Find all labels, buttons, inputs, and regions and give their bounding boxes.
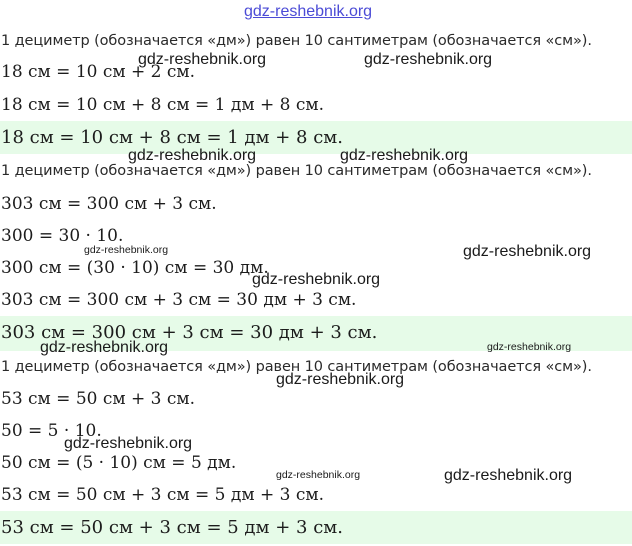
block-2-answer: 303 см = 300 см + 3 см = 30 дм + 3 см. (1, 322, 378, 343)
block-2-line-3: 300 см = (30 · 10) см = 30 дм. (1, 258, 269, 278)
block-2-line-4: 303 см = 300 см + 3 см = 30 дм + 3 см. (1, 290, 357, 310)
site-watermark-header: gdz-reshebnik.org (244, 3, 373, 20)
site-watermark: gdz-reshebnik.org (276, 469, 361, 481)
site-watermark: gdz-reshebnik.org (340, 147, 469, 164)
block-3-line-4: 53 см = 50 см + 3 см = 5 дм + 3 см. (1, 485, 325, 505)
block-1-line-1: 18 см = 10 см + 2 см. (1, 62, 196, 82)
site-watermark: gdz-reshebnik.org (84, 244, 169, 256)
site-watermark: gdz-reshebnik.org (444, 467, 573, 484)
site-watermark: gdz-reshebnik.org (252, 271, 381, 288)
block-2-line-1: 303 см = 300 см + 3 см. (1, 194, 217, 214)
site-watermark: gdz-reshebnik.org (64, 435, 193, 452)
site-watermark: gdz-reshebnik.org (40, 339, 169, 356)
block-2-line-2: 300 = 30 · 10. (1, 226, 124, 246)
block-3-note: 1 дециметр (обозначается «дм») равен 10 сантиметрам (обозначается «см»). (1, 359, 592, 375)
block-3-line-3: 50 см = (5 · 10) см = 5 дм. (1, 453, 237, 473)
block-2-note: 1 дециметр (обозначается «дм») равен 10 сантиметрам (обозначается «см»). (1, 163, 592, 179)
block-1-note: 1 дециметр (обозначается «дм») равен 10 сантиметрам (обозначается «см»). (1, 33, 592, 49)
block-3-answer: 53 см = 50 см + 3 см = 5 дм + 3 см. (1, 517, 344, 538)
site-watermark: gdz-reshebnik.org (463, 243, 592, 260)
site-watermark: gdz-reshebnik.org (364, 51, 493, 68)
site-watermark: gdz-reshebnik.org (128, 147, 257, 164)
block-3-line-1: 53 см = 50 см + 3 см. (1, 389, 196, 409)
site-watermark: gdz-reshebnik.org (276, 371, 405, 388)
block-1-line-2: 18 см = 10 см + 8 см = 1 дм + 8 см. (1, 95, 325, 115)
block-3-line-2: 50 = 5 · 10. (1, 421, 102, 441)
site-watermark: gdz-reshebnik.org (138, 51, 267, 68)
site-watermark: gdz-reshebnik.org (487, 341, 572, 353)
block-1-answer: 18 см = 10 см + 8 см = 1 дм + 8 см. (1, 127, 344, 148)
